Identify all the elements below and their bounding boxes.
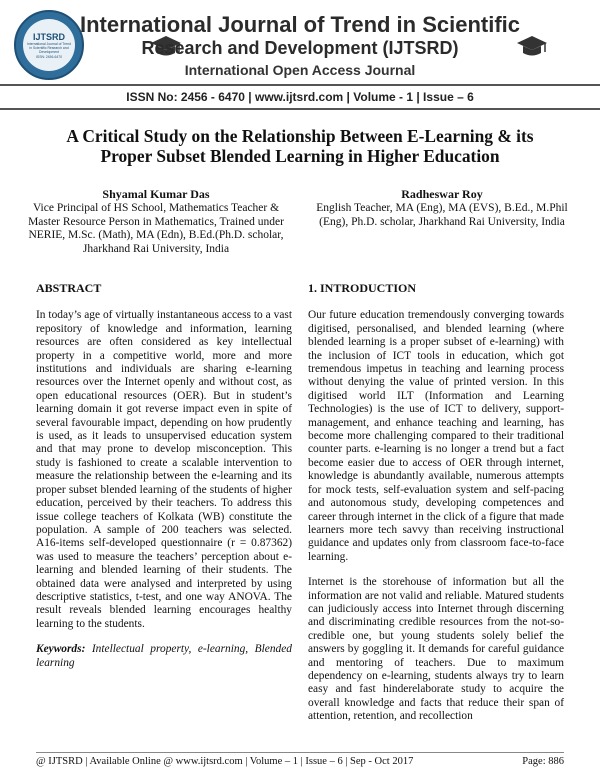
logo-tagline: International Journal of Trend in Scientific Research and Development [26, 41, 72, 54]
keywords-value: Intellectual property, e-learning, Blended learning [36, 643, 292, 669]
page-footer [36, 752, 564, 767]
journal-title-line2: Research and Development (IJTSRD) [141, 38, 459, 58]
author-2 [306, 188, 578, 229]
abstract-heading: ABSTRACT [36, 281, 102, 295]
author-affiliation: English Teacher, MA (Eng), MA (EVS), B.Ed., M.Phil (Eng), Ph.D. scholar, Jharkhand Rai University, India [316, 201, 568, 228]
paper-title: A Critical Study on the Relationship Between E-Learning & its Proper Subset Blended Learning in Higher Education [66, 126, 534, 166]
introduction-paragraph-2: Internet is the storehouse of information but all the information are not valid and reliable. Matured students can judiciously access into Internet through discerning and discriminating credible resources from the not-so-credible one, but young students solely belief the answers by goggling it. It demands for careful guidance and mentoring of teachers. Due to maximum dependency on e-learning, students always try to learn easy and fast hinderelaborate study to acquire the overall knowledge and facts that reduce their span of attention, retention, and recollection [308, 576, 564, 723]
footer-left: @ IJTSRD | Available Online @ www.ijtsrd.com | Volume – 1 | Issue – 6 | Sep - Oct 2017 [36, 756, 414, 767]
keywords-label: Keywords: [36, 643, 86, 656]
journal-title-line1: International Journal of Trend in Scientific [79, 12, 521, 37]
header-rule-bottom [0, 108, 600, 110]
author-affiliation: Vice Principal of HS School, Mathematics Teacher & Master Resource Person in Mathematics, Trained under NERIE, M.Sc. (Math), MA (Edn), B.Ed.(Ph.D. scholar, Jharkhand Rai University, India [28, 201, 284, 256]
author-1 [24, 188, 288, 257]
logo-issn: ISSN: 2456-6470 [35, 54, 62, 59]
abstract-body: In today’s age of virtually instantaneous access to a vast repository of knowledge and information, learning resources are often considered as key intellectual property in a competitive world, more and more institutions and individuals are sharing e-learning resources over the Internet openly and without cost, as open educational resources (OER). But in student’s learning domain it got reverse impact even in spite of several favourable impact, depending on how prudently is used, as it leads to unsupervised education system and that may prone to develop misconception. This study is fashioned to create a scalable intervention to measure the relationship between the e-learning and its proper subset blended learning of the students of higher education, perceived by their teachers. To address this issue college teachers of Kolkata (WB) constitute the population. A sample of 200 teachers was selected. A16-items self-developed questionnaire (r = 0.87362) was used to measure the teachers’ perception about e-learning and blended learning of their students. The obtained data were analysed and interpreted by using descriptive statistics, t-test, and one way ANOVA. The result reveals blended learning encourages healthy learning to the students. [36, 309, 292, 630]
introduction-heading: 1. INTRODUCTION [308, 281, 417, 295]
logo-name: IJTSRD [32, 31, 65, 42]
journal-subtitle: International Open Access Journal [184, 62, 416, 78]
issn-line: ISSN No: 2456 - 6470 | www.ijtsrd.com | Volume - 1 | Issue – 6 [126, 90, 474, 104]
journal-header [0, 0, 600, 112]
left-column [36, 282, 292, 682]
author-name: Shyamal Kumar Das [102, 187, 210, 201]
keywords [36, 643, 292, 670]
author-name: Radheswar Roy [401, 187, 483, 201]
introduction-paragraph-1: Our future education tremendously converging towards digitised, personalised, and blended learning (where blended learning is a proper subset of e-learning) with the inclusion of ICT tools in education, which got tremendous impetus in teaching and learning process without denying the value of printed version. In this digitised world ILT (Information and Learning Technologies) is the use of ICT to delivery, support-management, and enhance teaching and learning, has become more challenging compared to their traditional counter parts. e-learning is no longer a trend but a fact become easier due to access of OER through internet, knowledge is abundantly available, numerous attempts for mock tests, self-evaluation system and self-pacing and autonomous study, developing competences and career through internet in the click of a figure that made learners more tech savvy than receiving instructional guidance and updates only from classroom face-to-face learning. [308, 309, 564, 563]
right-column [308, 282, 564, 736]
header-rule-top [0, 84, 600, 86]
page-number: Page: 886 [522, 756, 564, 767]
